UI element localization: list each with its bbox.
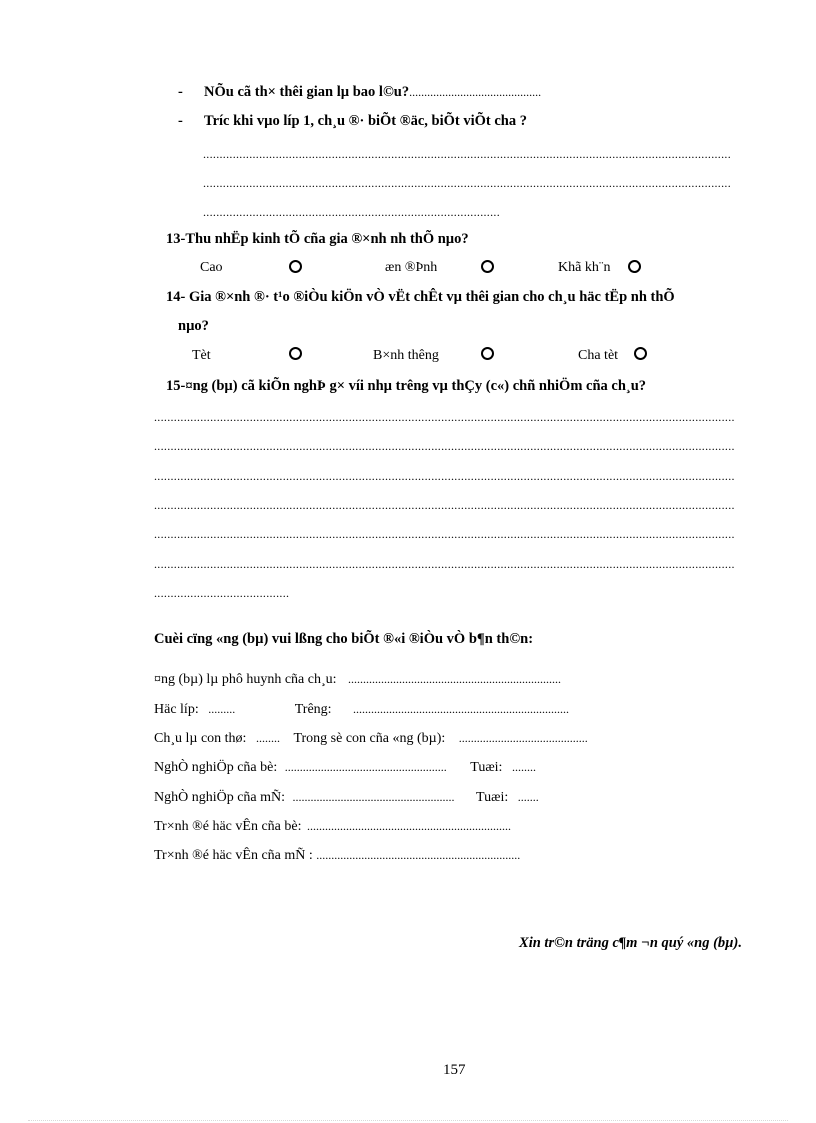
radio-circle-icon[interactable] bbox=[289, 347, 302, 360]
siblings-label: Trong sè con cña «ng (bµ): bbox=[293, 731, 446, 746]
page-number: 157 bbox=[443, 1062, 466, 1078]
child-order-field[interactable]: ........ bbox=[255, 731, 280, 745]
father-edu-row bbox=[154, 819, 511, 835]
radio-circle-icon[interactable] bbox=[481, 347, 494, 360]
mother-age-field[interactable]: ....... bbox=[517, 790, 539, 804]
answer-line[interactable]: ................................................................................................................................................................................ bbox=[154, 527, 735, 541]
answer-line-2[interactable]: ................................................................................................................................................................ bbox=[203, 176, 731, 190]
thanks-text: Xin tr©n träng c¶m ¬n quý «ng (bµ). bbox=[519, 935, 742, 951]
parent-row bbox=[154, 672, 561, 688]
radio-circle-icon[interactable] bbox=[634, 347, 647, 360]
answer-line[interactable]: ................................................................................................................................................................................ bbox=[154, 469, 735, 483]
father-edu-label: Tr×nh ®é häc vÊn cña bè: bbox=[154, 819, 302, 834]
father-job-label: NghÒ nghiÖp cña bè: bbox=[154, 760, 278, 775]
father-job-field[interactable]: ...................................................... bbox=[284, 760, 447, 774]
answer-line[interactable]: ......................................... bbox=[154, 586, 290, 600]
info-heading: Cuèi cïng «ng (bµ) vui lßng cho biÕt ®«i ®iÒu vÒ b¶n th©n: bbox=[154, 631, 534, 647]
bullet-dash: - bbox=[178, 84, 183, 100]
option-label-high: Cao bbox=[200, 260, 223, 275]
answer-line-3[interactable]: .......................................................................................... bbox=[203, 205, 500, 219]
question-time bbox=[178, 84, 541, 101]
answer-line-1[interactable]: ................................................................................................................................................................ bbox=[203, 147, 731, 161]
father-age-label: Tuæi: bbox=[470, 760, 503, 775]
parent-label: ¤ng (bµ) lµ phô huynh cña ch¸u: bbox=[154, 672, 337, 687]
question-before-grade1 bbox=[178, 113, 527, 130]
class-field[interactable]: ......... bbox=[208, 702, 236, 716]
mother-job-field[interactable]: ...................................................... bbox=[292, 790, 455, 804]
question-13: 13-Thu nhËp kinh tÕ cña gia ®×nh nh thÕ nµo? bbox=[166, 231, 469, 247]
mother-edu-field[interactable]: .................................................................... bbox=[316, 848, 521, 862]
question-before-grade1-text: Tríc khi vµo líp 1, ch¸u ®· biÕt ®äc, biÕt viÕt cha ? bbox=[204, 113, 527, 129]
school-label: Trêng: bbox=[294, 702, 332, 717]
mother-edu-label: Tr×nh ®é häc vÊn cña mÑ : bbox=[154, 848, 313, 863]
father-age-field[interactable]: ........ bbox=[511, 760, 536, 774]
question-time-text: NÕu cã th× thêi gian lµ bao l©u? bbox=[204, 84, 410, 100]
question-14-line1: 14- Gia ®×nh ®· t¹o ®iÒu kiÖn vÒ vËt chÊt vµ thêi gian cho ch¸u häc tËp nh thÕ bbox=[166, 289, 675, 305]
radio-circle-icon[interactable] bbox=[289, 260, 302, 273]
option-label-difficult: Khã kh¨n bbox=[558, 260, 611, 275]
question-15: 15-¤ng (bµ) cã kiÕn nghÞ g× víi nhµ trêng vµ thÇy (c«) chñ nhiÖm cña ch¸u? bbox=[166, 378, 647, 394]
child-row bbox=[154, 731, 588, 747]
option-label-good: Tèt bbox=[192, 348, 211, 363]
mother-age-label: Tuæi: bbox=[476, 790, 509, 805]
father-job-row bbox=[154, 760, 536, 776]
mother-job-label: NghÒ nghiÖp cña mÑ: bbox=[154, 790, 286, 805]
parent-field[interactable]: ....................................................................... bbox=[348, 672, 562, 686]
class-row bbox=[154, 702, 569, 718]
answer-line[interactable]: ................................................................................................................................................................................ bbox=[154, 439, 735, 453]
answer-dots[interactable]: ............................................ bbox=[409, 85, 542, 99]
option-label-normal: B×nh thêng bbox=[373, 348, 439, 363]
siblings-field[interactable]: ........................................... bbox=[458, 731, 588, 745]
answer-line[interactable]: ................................................................................................................................................................................ bbox=[154, 498, 735, 512]
answer-line[interactable]: ................................................................................................................................................................................ bbox=[154, 410, 735, 424]
school-field[interactable]: ........................................................................ bbox=[353, 702, 570, 716]
radio-circle-icon[interactable] bbox=[481, 260, 494, 273]
mother-edu-row bbox=[154, 848, 520, 864]
mother-job-row bbox=[154, 790, 539, 806]
option-label-stable: æn ®Þnh bbox=[385, 260, 438, 275]
question-14-line2: nµo? bbox=[178, 318, 209, 334]
child-order-label: Ch¸u lµ con thø: bbox=[154, 731, 247, 746]
answer-line[interactable]: ................................................................................................................................................................................ bbox=[154, 557, 735, 571]
father-edu-field[interactable]: .................................................................... bbox=[306, 819, 511, 833]
class-label: Häc líp: bbox=[154, 702, 199, 717]
radio-circle-icon[interactable] bbox=[628, 260, 641, 273]
bullet-dash: - bbox=[178, 113, 183, 129]
page-edge-divider bbox=[28, 1120, 788, 1121]
option-label-not-good: Cha tèt bbox=[578, 348, 619, 363]
